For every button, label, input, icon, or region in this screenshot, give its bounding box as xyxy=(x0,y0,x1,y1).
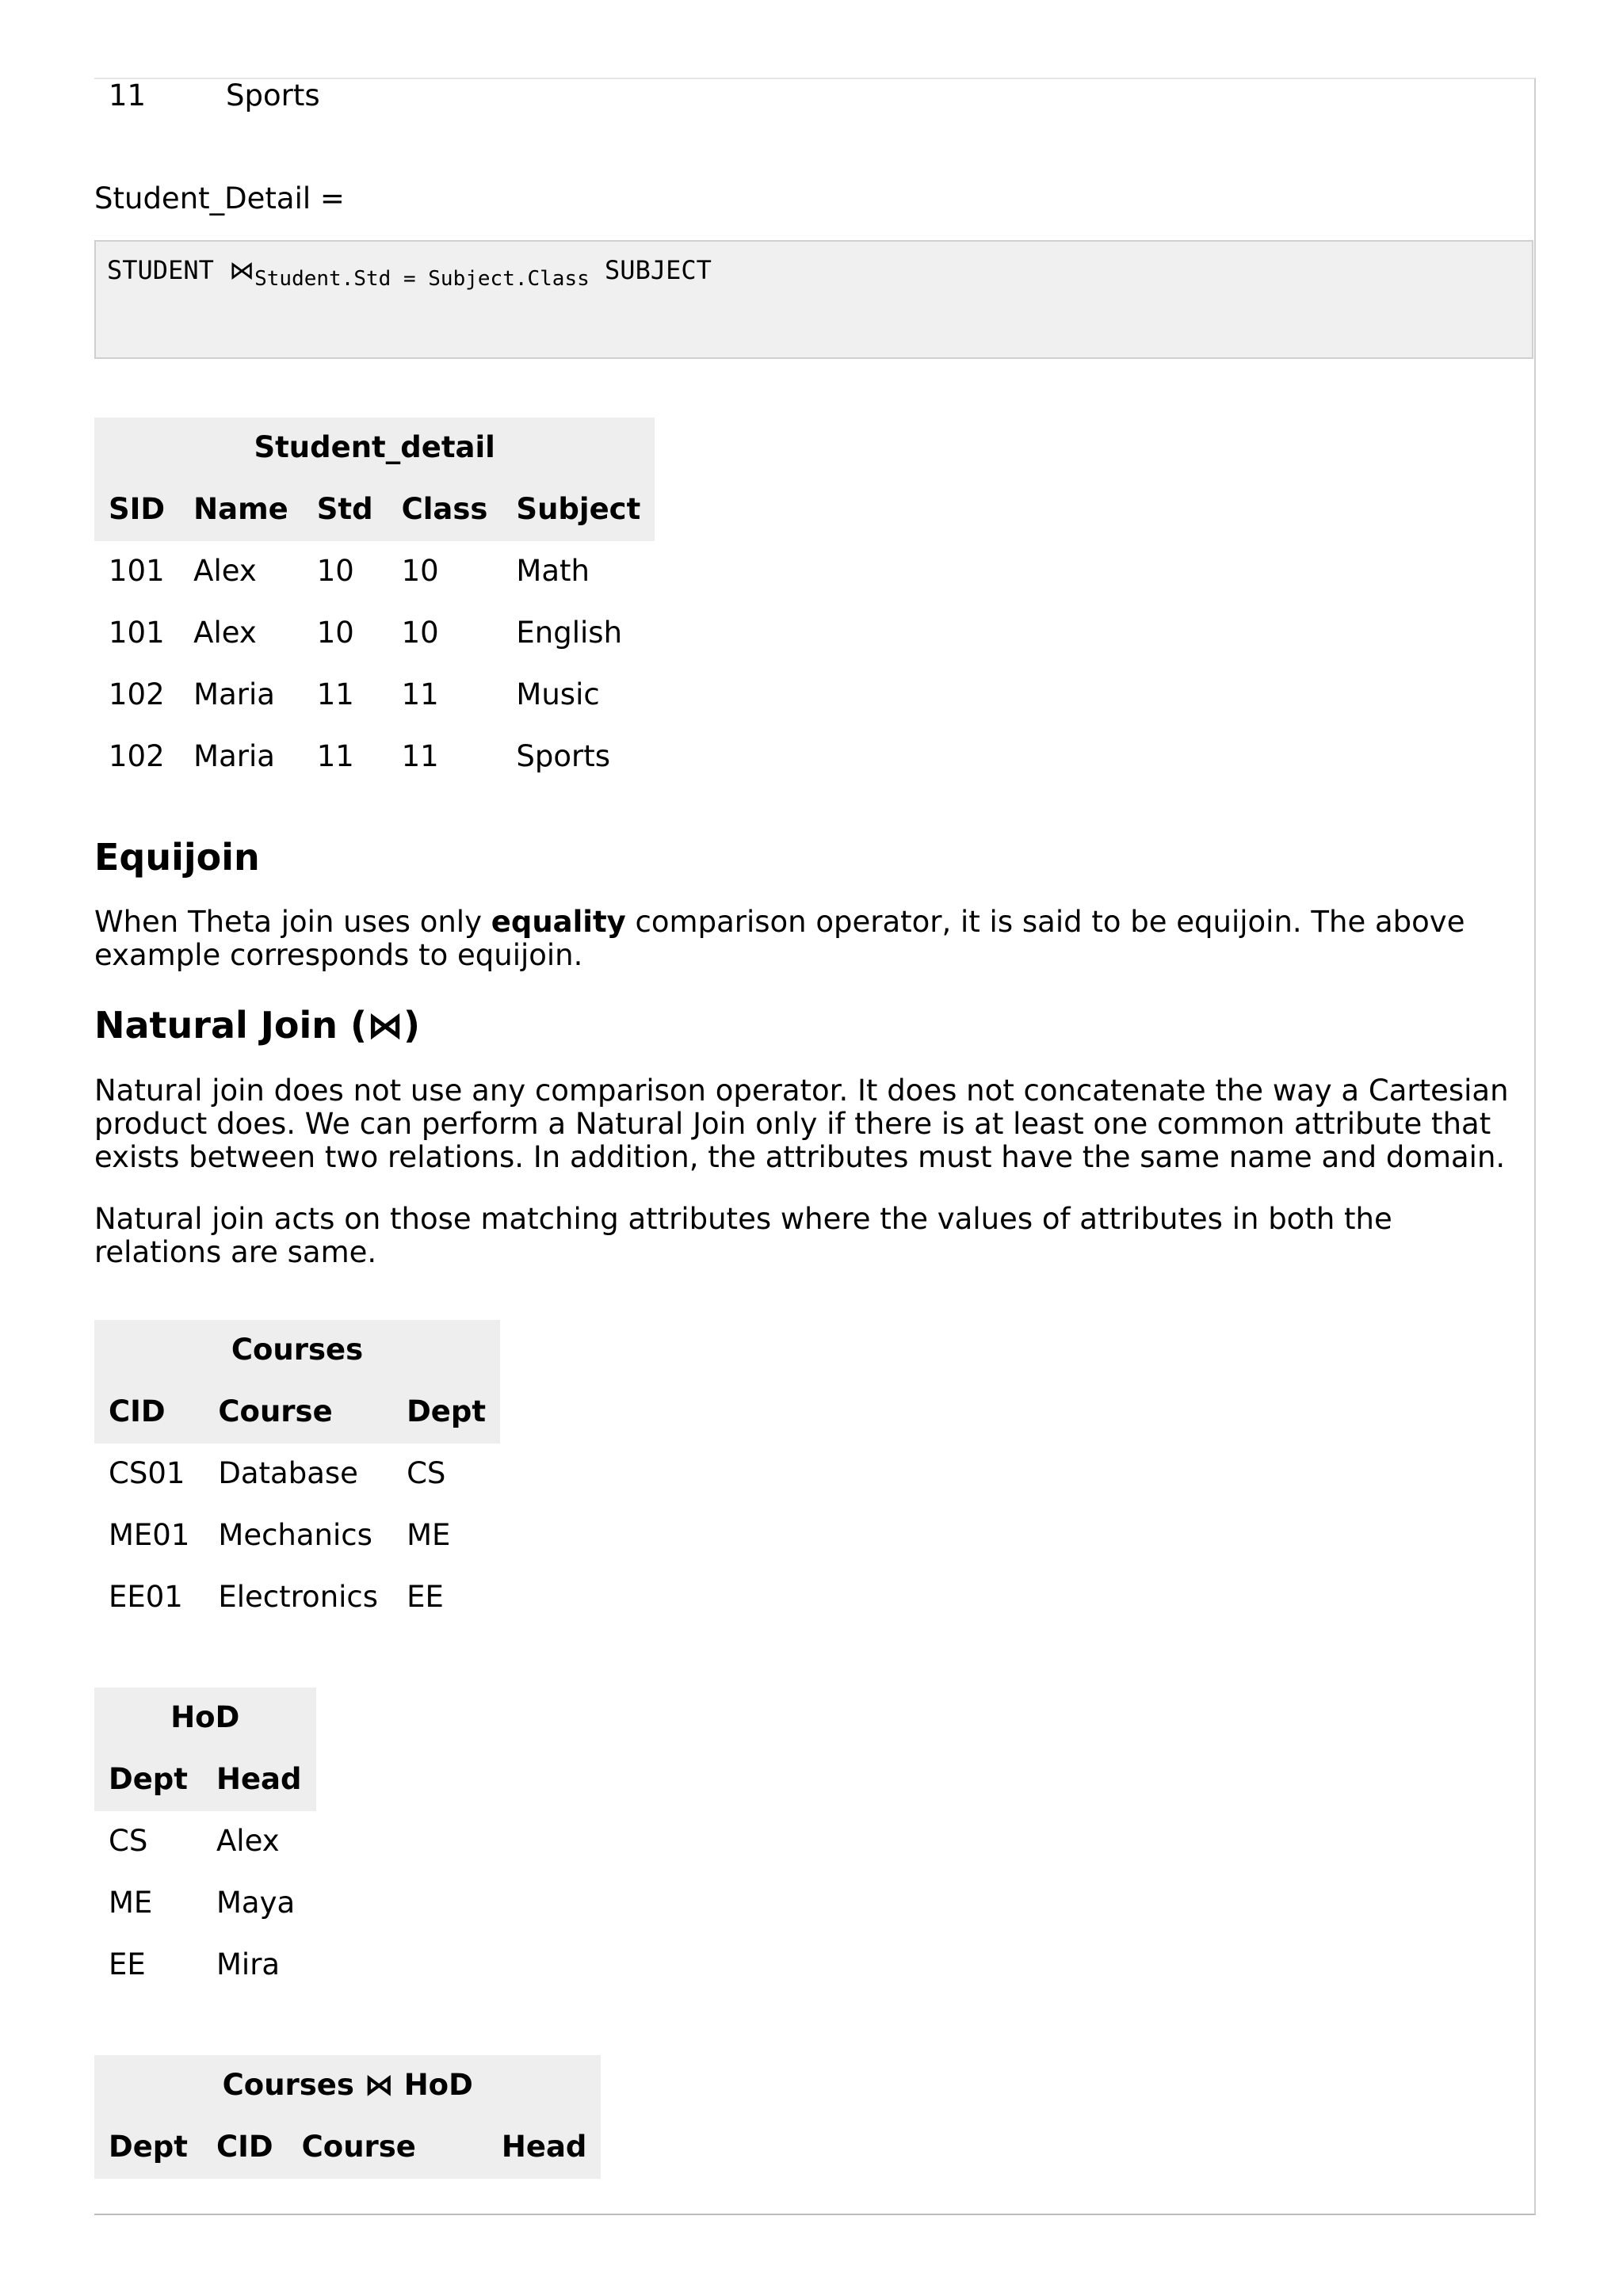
table-cell: ME xyxy=(407,1518,451,1553)
table-cell: Music xyxy=(516,677,600,712)
table-cell: ME01 xyxy=(109,1518,190,1553)
code-left: STUDENT ⋈ xyxy=(107,254,255,285)
column-header: Name xyxy=(193,492,288,527)
table-row xyxy=(94,541,655,603)
table-caption: Student_detail xyxy=(254,430,495,465)
table-cell: 101 xyxy=(109,554,165,589)
table-cell: CS xyxy=(407,1456,446,1491)
table-cell: Alex xyxy=(216,1824,280,1859)
table-cell: ME xyxy=(109,1886,153,1920)
table-cell: 10 xyxy=(316,554,354,589)
column-header: Course xyxy=(301,2130,416,2164)
courses-hod-join-table xyxy=(94,2055,601,2179)
table-cell: EE xyxy=(407,1580,444,1615)
column-header: Dept xyxy=(109,1762,188,1797)
table-row xyxy=(94,1444,500,1505)
table-row-continued xyxy=(94,78,1536,120)
code-right: SUBJECT xyxy=(589,254,712,285)
table-cell: Maria xyxy=(193,677,275,712)
table-cell: 10 xyxy=(401,616,439,650)
table-cell: 10 xyxy=(401,554,439,589)
section-heading-natural-join: Natural Join (⋈) xyxy=(94,1004,421,1047)
table-cell: 11 xyxy=(316,677,354,712)
table-cell: 11 xyxy=(316,739,354,774)
table-cell: Maya xyxy=(216,1886,296,1920)
table-cell: Sports xyxy=(516,739,611,774)
natural-join-paragraph: Natural join does not use any comparison operator. It does not concatenate the way a Cartesian product does. We can perform a Natural Join only if there is at least one common attribute that exists between two relations. In addition, the attributes must have the same name and domain. xyxy=(94,1073,1509,1174)
courses-table xyxy=(94,1320,500,1629)
column-header: CID xyxy=(216,2130,273,2164)
column-header: Subject xyxy=(516,492,641,527)
table-row xyxy=(94,1811,316,1873)
table-cell: Maria xyxy=(193,739,275,774)
document-content xyxy=(94,78,1536,2179)
section-heading-equijoin: Equijoin xyxy=(94,835,260,879)
table-row xyxy=(94,1505,500,1567)
table-cell: 101 xyxy=(109,616,165,650)
table-cell: 11 xyxy=(401,739,439,774)
text-span: When Theta join uses only xyxy=(94,905,491,940)
student-detail-table xyxy=(94,418,655,788)
column-header: CID xyxy=(109,1394,166,1429)
table-cell: 11 xyxy=(109,78,147,113)
table-row xyxy=(94,665,655,727)
table-cell: 11 xyxy=(401,677,439,712)
table-cell: English xyxy=(516,616,623,650)
table-cell: CS01 xyxy=(109,1456,185,1491)
table-cell: Alex xyxy=(193,616,257,650)
code-subscript: Student.Std = Subject.Class xyxy=(254,266,590,291)
bold-term: equality xyxy=(491,905,626,940)
column-header: Head xyxy=(501,2130,587,2164)
table-cell: Math xyxy=(516,554,590,589)
table-cell: Mira xyxy=(216,1947,281,1982)
table-cell: Sports xyxy=(226,78,320,113)
column-header: Dept xyxy=(109,2130,188,2164)
column-header: Course xyxy=(218,1394,333,1429)
column-header: Head xyxy=(216,1762,302,1797)
table-row xyxy=(94,603,655,665)
table-row xyxy=(94,1935,316,1997)
table-cell: EE xyxy=(109,1947,146,1982)
table-cell: Mechanics xyxy=(218,1518,372,1553)
code-block xyxy=(94,240,1533,359)
table-caption: Courses ⋈ HoD xyxy=(222,2068,473,2103)
hod-table xyxy=(94,1688,316,1997)
table-cell: 10 xyxy=(316,616,354,650)
table-caption: Courses xyxy=(231,1333,364,1367)
text-span: comparison operator, it is said to be equijoin. The above example corresponds to equijoin. xyxy=(94,905,1465,973)
table-cell: Database xyxy=(218,1456,358,1491)
table-cell: 102 xyxy=(109,677,165,712)
table-row xyxy=(94,1567,500,1629)
table-cell: 102 xyxy=(109,739,165,774)
table-cell: CS xyxy=(109,1824,148,1859)
equijoin-paragraph xyxy=(94,906,1521,972)
column-header: Std xyxy=(316,492,373,527)
table-row xyxy=(94,727,655,788)
natural-join-paragraph: Natural join acts on those matching attributes where the values of attributes in both the relations are same. xyxy=(94,1201,1392,1269)
table-row xyxy=(94,1873,316,1935)
column-header: Class xyxy=(401,492,488,527)
table-cell: EE01 xyxy=(109,1580,183,1615)
table-cell: Alex xyxy=(193,554,257,589)
assignment-label: Student_Detail = xyxy=(94,181,345,215)
table-caption: HoD xyxy=(170,1700,240,1735)
column-header: SID xyxy=(109,492,166,527)
column-header: Dept xyxy=(407,1394,487,1429)
table-cell: Electronics xyxy=(218,1580,379,1615)
